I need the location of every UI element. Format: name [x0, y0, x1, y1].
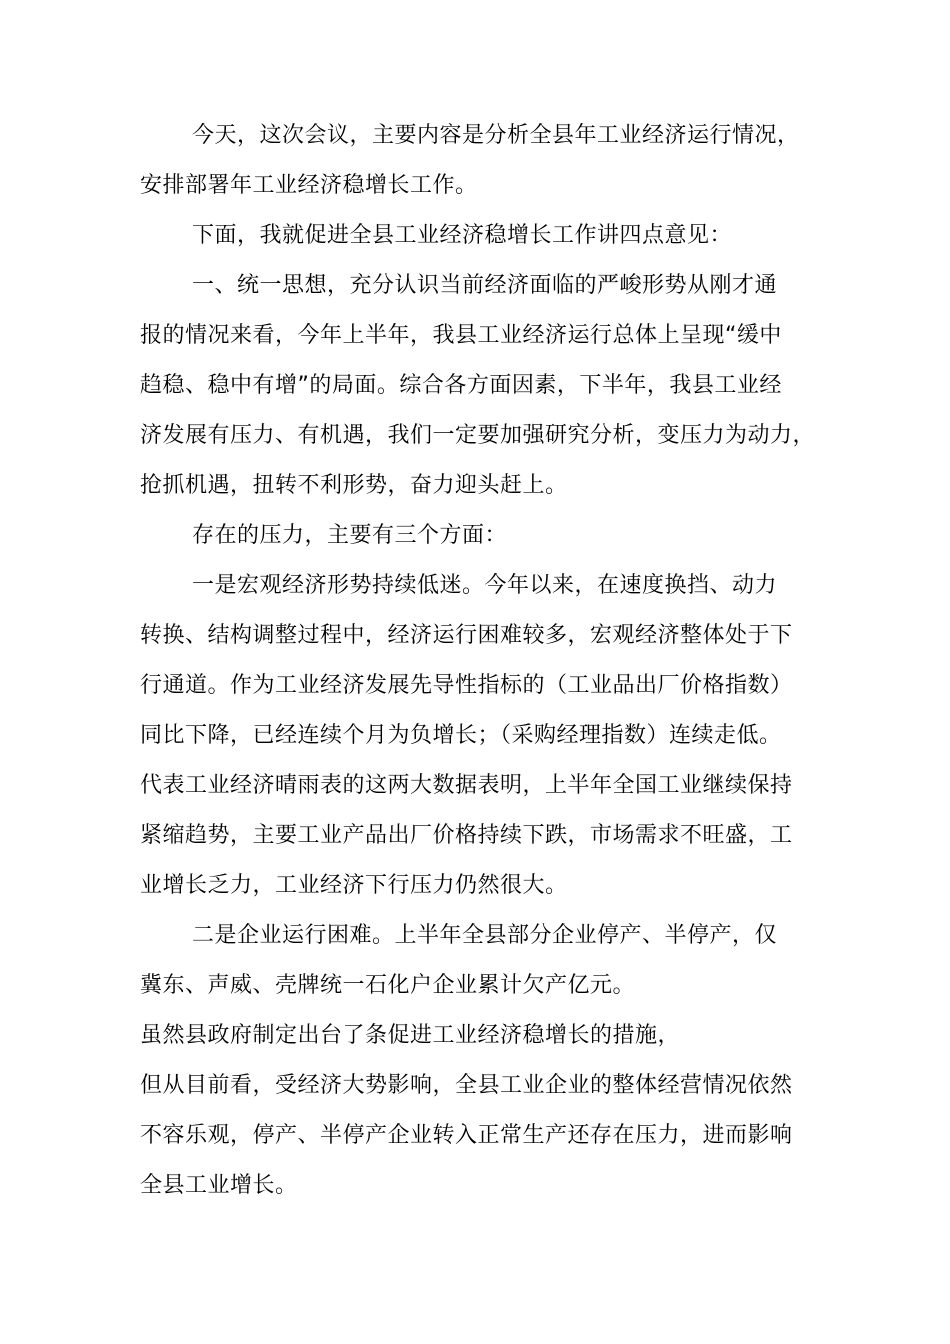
- text-line: 不容乐观，停产、半停产企业转入正常生产还存在压力，进而影响: [140, 1123, 793, 1148]
- text-line: 报的情况来看，今年上半年，我县工业经济运行总体上呈现“缓中: [140, 323, 782, 348]
- text-line: 趋稳、稳中有增”的局面。综合各方面因素，下半年，我县工业经: [140, 373, 782, 398]
- text-line: 今天，这次会议，主要内容是分析全县年工业经济运行情况，: [192, 123, 800, 148]
- text-line: 同比下降，已经连续个月为负增长；（采购经理指数）连续走低。: [140, 723, 782, 748]
- text-line: 但从目前看，受经济大势影响，全县工业企业的整体经营情况依然: [140, 1073, 793, 1098]
- text-line: 全县工业增长。: [140, 1173, 298, 1198]
- text-line: 济发展有压力、有机遇，我们一定要加强研究分析，变压力为动力，: [140, 423, 816, 448]
- text-line: 二是企业运行困难。上半年全县部分企业停产、半停产，仅: [192, 923, 778, 948]
- text-line: 抢抓机遇，扭转不利形势，奋力迎头赶上。: [140, 473, 568, 498]
- text-line: 存在的压力，主要有三个方面：: [192, 523, 508, 548]
- text-line: 一是宏观经济形势持续低迷。今年以来，在速度换挡、动力: [192, 573, 778, 598]
- text-line: 安排部署年工业经济稳增长工作。: [140, 173, 478, 198]
- text-line: 业增长乏力，工业经济下行压力仍然很大。: [140, 873, 568, 898]
- text-line: 转换、结构调整过程中，经济运行困难较多，宏观经济整体处于下: [140, 623, 793, 648]
- text-line: 一、统一思想，充分认识当前经济面临的严峻形势从刚才通: [192, 273, 778, 298]
- text-line: 冀东、声威、壳牌统一石化户企业累计欠产亿元。: [140, 973, 636, 998]
- text-line: 下面，我就促进全县工业经济稳增长工作讲四点意见：: [192, 223, 733, 248]
- text-line: 代表工业经济晴雨表的这两大数据表明，上半年全国工业继续保持: [140, 773, 793, 798]
- text-line: 虽然县政府制定出台了条促进工业经济稳增长的措施，: [140, 1023, 681, 1048]
- text-line: 紧缩趋势，主要工业产品出厂价格持续下跌，市场需求不旺盛，工: [140, 823, 793, 848]
- text-line: 行通道。作为工业经济发展先导性指标的（工业品出厂价格指数）: [140, 673, 793, 698]
